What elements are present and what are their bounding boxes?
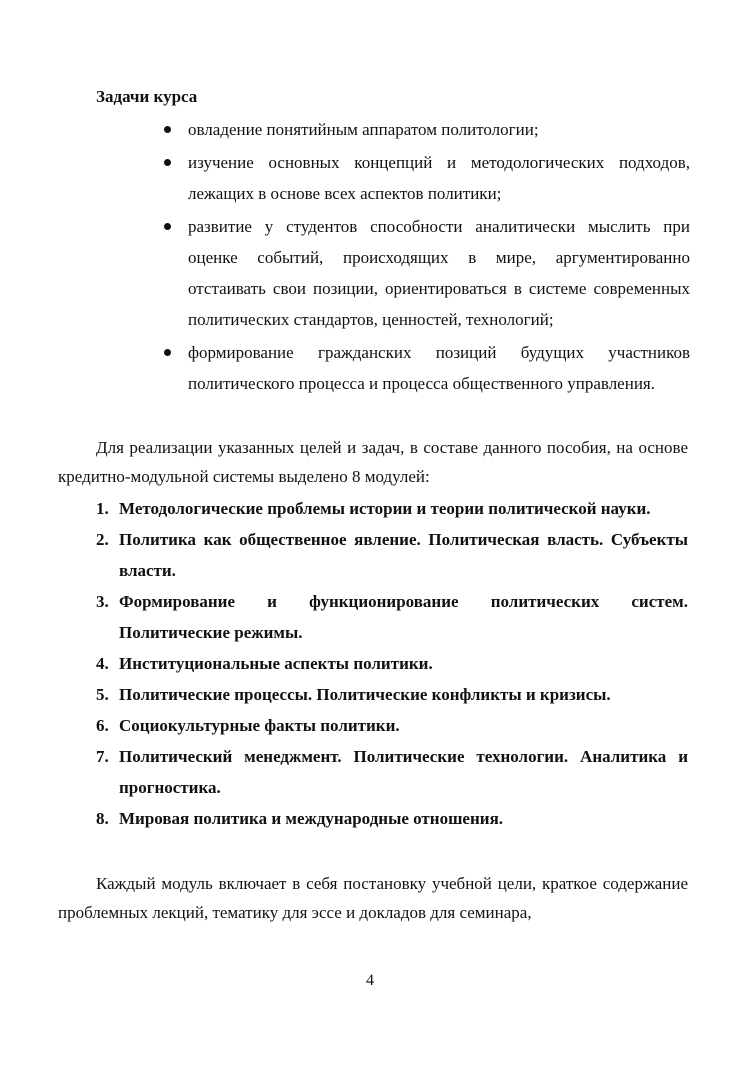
module-item bbox=[96, 524, 688, 586]
module-item bbox=[96, 648, 688, 679]
bullet-icon bbox=[164, 223, 171, 230]
module-number: 1. bbox=[96, 499, 109, 518]
section-heading: Задачи курса bbox=[96, 87, 198, 106]
module-title: Политические процессы. Политические конфликты и кризисы. bbox=[119, 685, 611, 704]
module-number: 8. bbox=[96, 809, 109, 828]
module-item bbox=[96, 679, 688, 710]
module-number: 2. bbox=[96, 530, 109, 549]
closing-paragraph: Каждый модуль включает в себя постановку учебной цели, краткое содержание проблемных лекций, тематику для эссе и докладов для семинара, bbox=[58, 874, 688, 922]
course-tasks-list bbox=[164, 114, 690, 401]
module-number: 5. bbox=[96, 685, 109, 704]
module-item bbox=[96, 586, 688, 648]
list-item-text: овладение понятийным аппаратом политологии; bbox=[188, 120, 539, 139]
module-item bbox=[96, 803, 688, 834]
module-number: 6. bbox=[96, 716, 109, 735]
module-title: Институциональные аспекты политики. bbox=[119, 654, 433, 673]
module-number: 4. bbox=[96, 654, 109, 673]
module-number: 7. bbox=[96, 747, 109, 766]
list-item bbox=[164, 114, 690, 145]
module-title: Мировая политика и международные отношения. bbox=[119, 809, 504, 828]
modules-list bbox=[96, 493, 688, 834]
module-item bbox=[96, 493, 688, 524]
module-title: Социокультурные факты политики. bbox=[119, 716, 400, 735]
bullet-icon bbox=[164, 126, 171, 133]
module-title: Формирование и функционирование политических систем. Политические режимы. bbox=[119, 592, 688, 642]
intro-paragraph: Для реализации указанных целей и задач, в составе данного пособия, на основе кредитно-модульной системы выделено 8 модулей: bbox=[58, 438, 688, 486]
module-title: Политика как общественное явление. Политическая власть. Субъекты власти. bbox=[119, 530, 688, 580]
bullet-icon bbox=[164, 349, 171, 356]
list-item-text: развитие у студентов способности аналитически мыслить при оценке событий, происходящих в мире, аргументированно отстаивать свои позиции, ориентироваться в системе современных политических стандартов, ценностей, технологий; bbox=[188, 217, 690, 329]
list-item-text: формирование гражданских позиций будущих участников политического процесса и процесса общественного управления. bbox=[188, 343, 690, 393]
list-item-text: изучение основных концепций и методологических подходов, лежащих в основе всех аспектов политики; bbox=[188, 153, 690, 203]
bullet-icon bbox=[164, 159, 171, 166]
module-item bbox=[96, 710, 688, 741]
list-item bbox=[164, 211, 690, 335]
list-item bbox=[164, 147, 690, 209]
module-item bbox=[96, 741, 688, 803]
list-item bbox=[164, 337, 690, 399]
module-title: Методологические проблемы истории и теории политической науки. bbox=[119, 499, 651, 518]
page-number: 4 bbox=[366, 972, 374, 989]
module-title: Политический менеджмент. Политические технологии. Аналитика и прогностика. bbox=[119, 747, 688, 797]
module-number: 3. bbox=[96, 592, 109, 611]
